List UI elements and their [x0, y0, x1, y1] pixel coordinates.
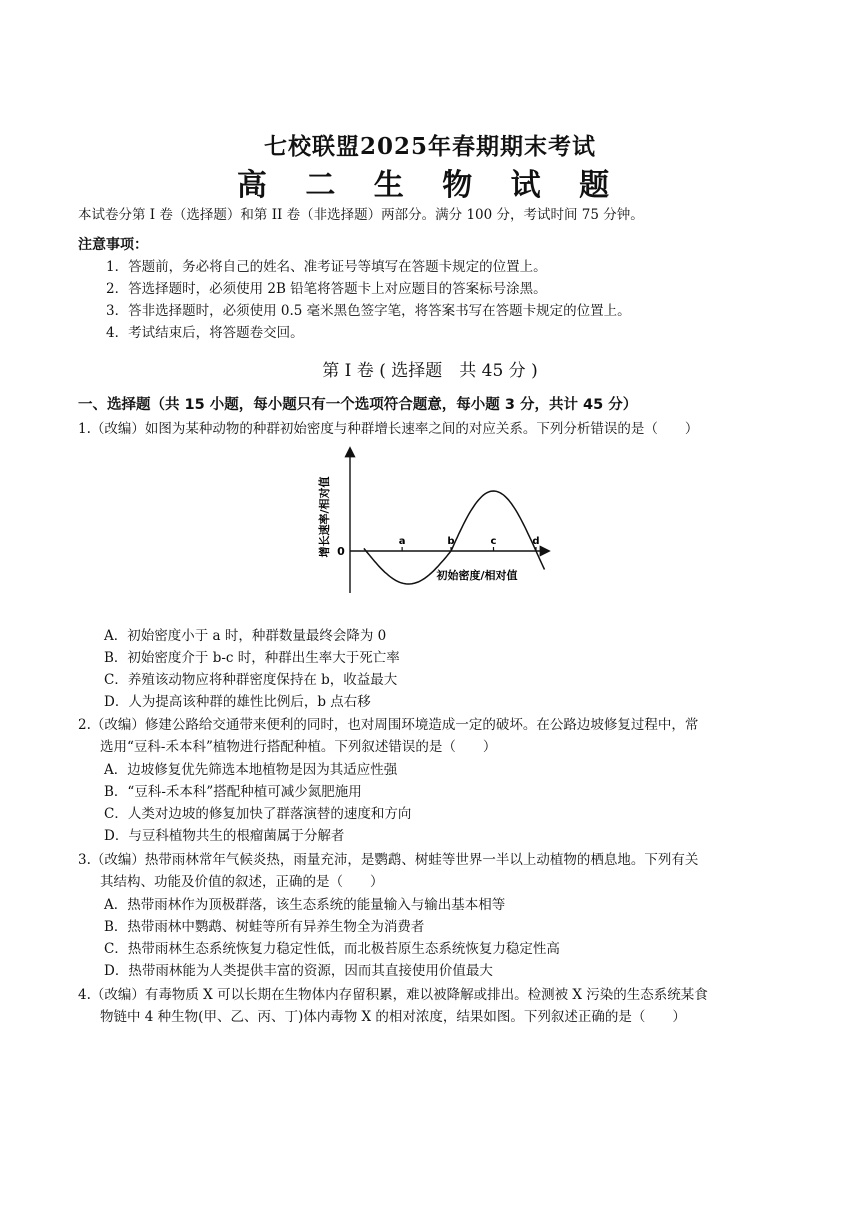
question-2-stem: 2.（改编）修建公路给交通带来便利的同时，也对周围环境造成一定的破坏。在公路边坡修复过程中，常 — [78, 717, 699, 733]
question-1-option-b: B．初始密度介于 b-c 时，种群出生率大于死亡率 — [104, 650, 400, 666]
question-3-option-b: B．热带雨林中鹦鹉、树蛙等所有异养生物全为消费者 — [104, 919, 425, 935]
y-axis-label: 增长速率/相对值 — [318, 476, 331, 558]
question-3-option-d: D．热带雨林能为人类提供丰富的资源，因而其直接使用价值最大 — [104, 963, 493, 979]
question-2-option-a: A．边坡修复优先筛选本地植物是因为其适应性强 — [104, 762, 398, 778]
exam-title: 七校联盟2025年春期期末考试 — [263, 133, 596, 160]
question-1-option-d: D．人为提高该种群的雄性比例后，b 点右移 — [104, 694, 371, 710]
tick-label-a: a — [398, 536, 406, 547]
notice-title: 注意事项： — [78, 237, 148, 253]
exam-subject: 高 二 生 物 试 题 — [236, 168, 624, 203]
notice-item: 2．答选择题时，必须使用 2B 铅笔将答题卡上对应题目的答案标号涂黑。 — [106, 281, 547, 297]
question-2-option-b: B．“豆科-禾本科”搭配种植可减少氮肥施用 — [104, 784, 362, 800]
question-1-option-a: A．初始密度小于 a 时，种群数量最终会降为 0 — [104, 628, 387, 644]
notice-item: 4．考试结束后，将答题卷交回。 — [106, 325, 304, 341]
question-3-stem: 3.（改编）热带雨林常年气候炎热，雨量充沛，是鹦鹉、树蛙等世界一半以上动植物的栖息地。下列有关 — [78, 852, 699, 868]
origin-label: 0 — [337, 545, 345, 558]
exam-intro: 本试卷分第 I 卷（选择题）和第 II 卷（非选择题）两部分。满分 100 分，考试时间 75 分钟。 — [78, 207, 644, 223]
question-3-option-a: A．热带雨林作为顶极群落，该生态系统的能量输入与输出基本相等 — [104, 897, 506, 913]
tick-label-c: c — [490, 536, 497, 547]
question-2-stem: 选用“豆科-禾本科”植物进行搭配种植。下列叙述错误的是（ ） — [100, 739, 497, 755]
question-3-stem: 其结构、功能及价值的叙述，正确的是（ ） — [100, 874, 384, 890]
question-1-stem: 1.（改编）如图为某种动物的种群初始密度与种群增长速率之间的对应关系。下列分析错误的是（ ） — [78, 421, 699, 437]
x-axis-label: 初始密度/相对值 — [436, 569, 518, 582]
question-2-option-d: D．与豆科植物共生的根瘤菌属于分解者 — [104, 828, 345, 844]
notice-item: 1．答题前，务必将自己的姓名、准考证号等填写在答题卡规定的位置上。 — [106, 259, 547, 275]
question-3-option-c: C．热带雨林生态系统恢复力稳定性低，而北极苔原生态系统恢复力稳定性高 — [104, 941, 560, 957]
section-heading: 一、选择题（共 15 小题，每小题只有一个选项符合题意，每小题 3 分，共计 45 分） — [78, 397, 638, 413]
question-4-stem: 4.（改编）有毒物质 X 可以长期在生物体内存留积累，难以被降解或排出。检测被 X 污染的生态系统某食 — [78, 987, 708, 1003]
tick-label-b: b — [447, 536, 455, 547]
question-4-stem: 物链中 4 种生物(甲、乙、丙、丁)体内毒物 X 的相对浓度，结果如图。下列叙述正确的是（ ） — [100, 1009, 686, 1025]
question-1-option-c: C．养殖该动物应将种群密度保持在 b，收益最大 — [104, 672, 398, 688]
notice-item: 3．答非选择题时，必须使用 0.5 毫米黑色签字笔，将答案书写在答题卡规定的位置上。 — [106, 303, 631, 319]
section-title: 第 I 卷 ( 选择题 共 45 分 ) — [322, 361, 538, 381]
tick-label-d: d — [532, 536, 540, 547]
question-2-option-c: C．人类对边坡的修复加快了群落演替的速度和方向 — [104, 806, 412, 822]
density-growth-chart — [312, 443, 558, 593]
